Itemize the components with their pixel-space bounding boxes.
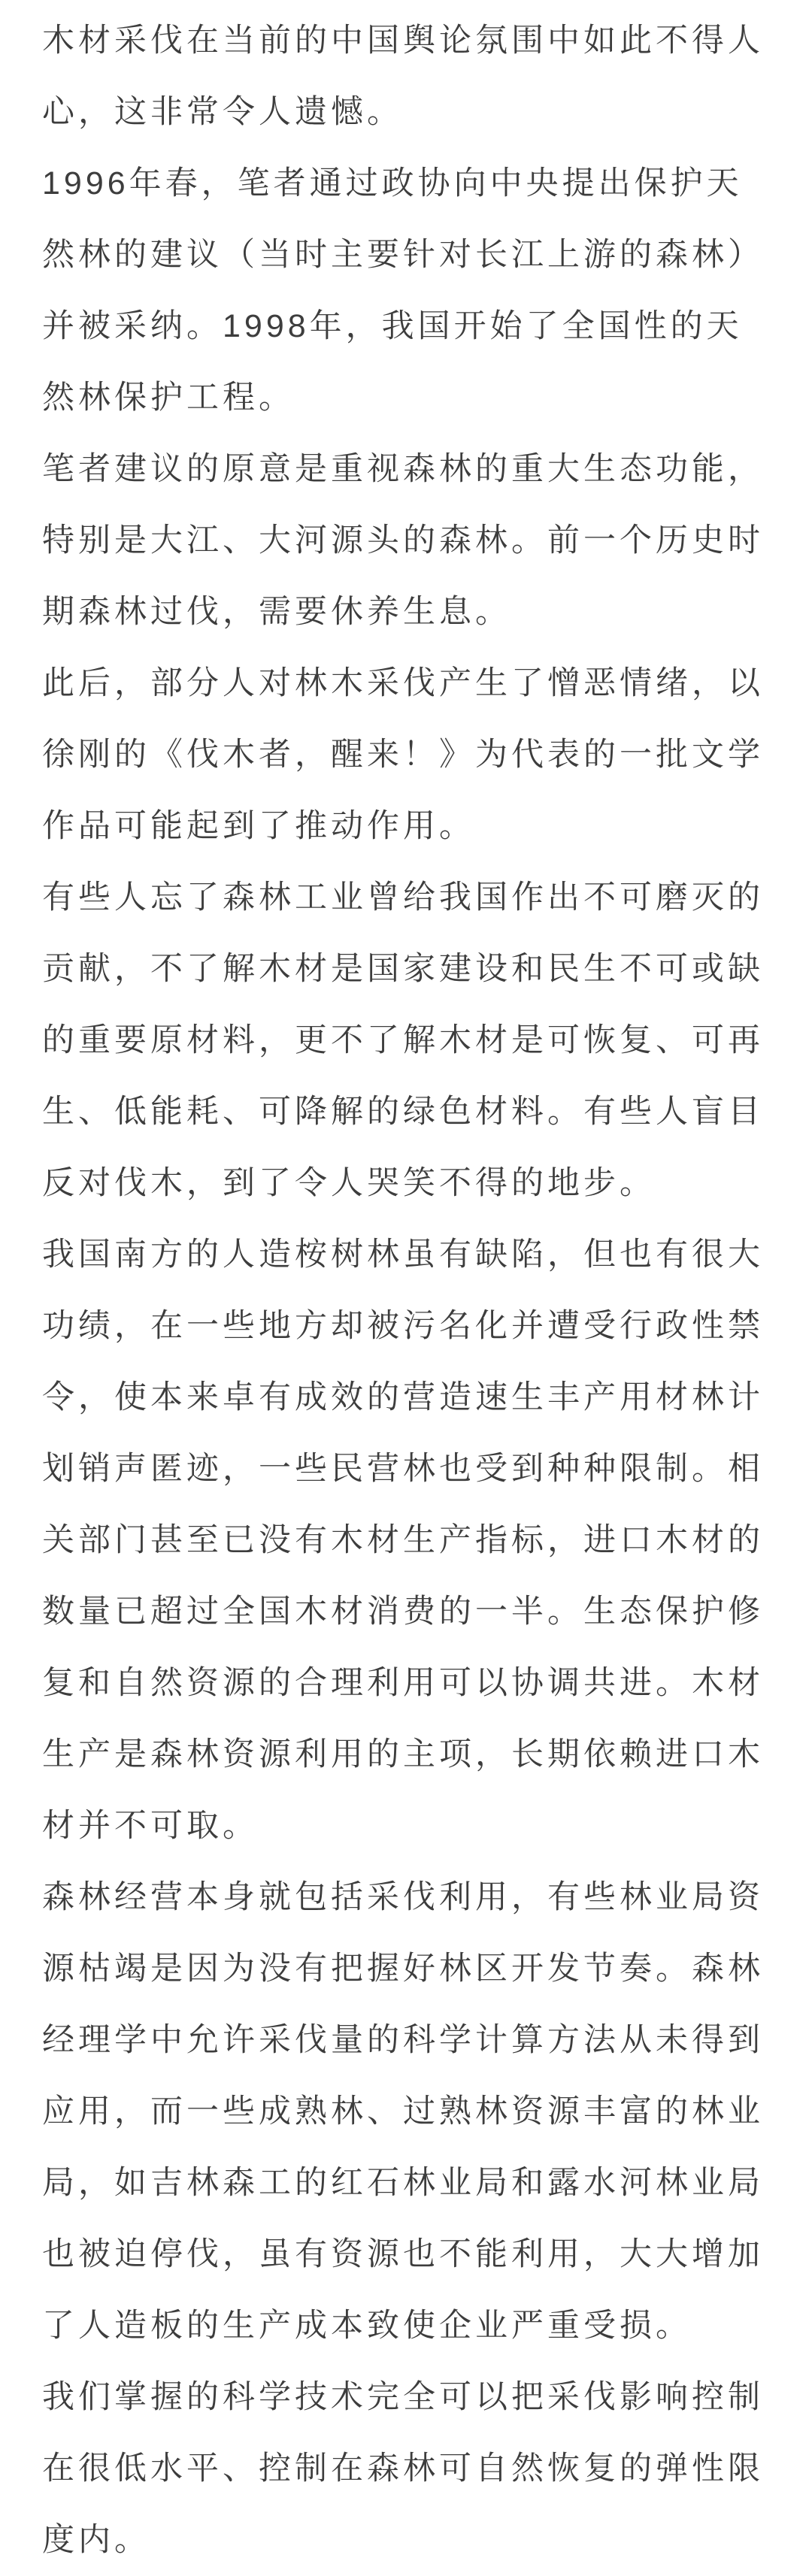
paragraph-2: 1996年春，笔者通过政协向中央提出保护天然林的建议（当时主要针对长江上游的森林）并被采纳。1998年，我国开始了全国性的天然林保护工程。 bbox=[42, 165, 764, 416]
paragraph-5: 有些人忘了森林工业曾给我国作出不可磨灭的贡献，不了解木材是国家建设和民生不可或缺的重要原材料，更不了解木材是可恢复、可再生、低能耗、可降解的绿色材料。有些人盲目反对伐木，到了令人哭笑不得的地步。 bbox=[42, 879, 764, 1201]
paragraph-4: 此后，部分人对林木采伐产生了憎恶情绪，以徐刚的《伐木者，醒来！》为代表的一批文学作品可能起到了推动作用。 bbox=[42, 665, 764, 844]
paragraph-6: 我国南方的人造桉树林虽有缺陷，但也有很大功绩，在一些地方却被污名化并遭受行政性禁令，使本来卓有成效的营造速生丰产用材林计划销声匿迹，一些民营林也受到种种限制。相关部门甚至已没有木材生产指标，进口木材的数量已超过全国木材消费的一半。生态保护修复和自然资源的合理利用可以协调共进。木材生产是森林资源利用的主项，长期依赖进口木材并不可取。 bbox=[42, 1237, 764, 1844]
paragraph-7: 森林经营本身就包括采伐利用，有些林业局资源枯竭是因为没有把握好林区开发节奏。森林经理学中允许采伐量的科学计算方法从未得到应用，而一些成熟林、过熟林资源丰富的林业局，如吉林森工的红石林业局和露水河林业局也被迫停伐，虽有资源也不能利用，大大增加了人造板的生产成本致使企业严重受损。 bbox=[42, 1879, 764, 2344]
paragraph-1: 木材采伐在当前的中国舆论氛围中如此不得人心，这非常令人遗憾。 bbox=[42, 23, 764, 130]
paragraph-8: 我们掌握的科学技术完全可以把采伐影响控制在很低水平、控制在森林可自然恢复的弹性限度内。 bbox=[42, 2379, 764, 2558]
paragraph-3: 笔者建议的原意是重视森林的重大生态功能，特别是大江、大河源头的森林。前一个历史时期森林过伐，需要休养生息。 bbox=[42, 451, 764, 630]
